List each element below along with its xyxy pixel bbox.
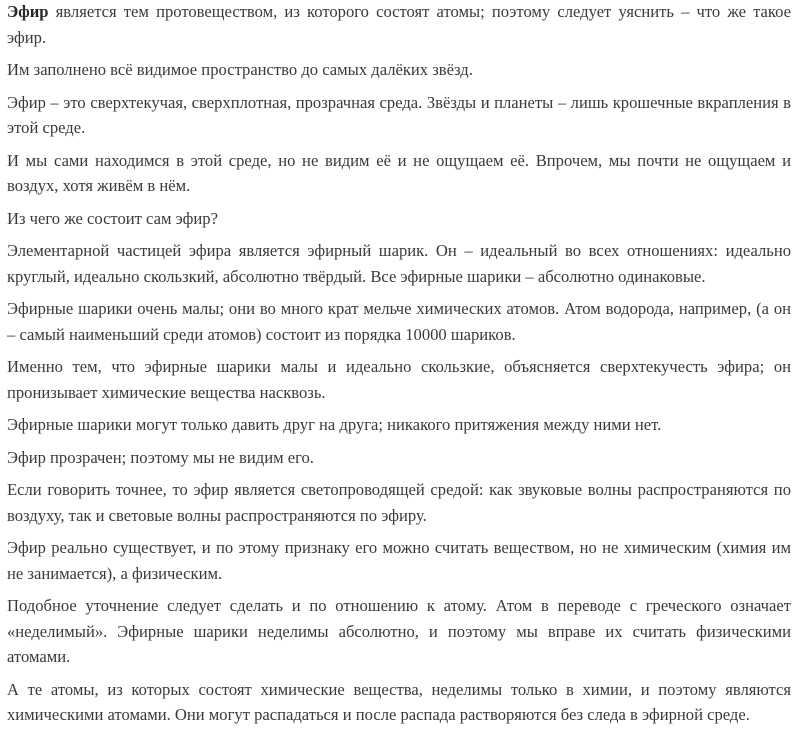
paragraph-11: Если говорить точнее, то эфир является светопроводящей средой: как звуковые волны распространяются по воздуху, так и световые волны распространяются по эфиру. <box>7 480 791 525</box>
paragraph-6: Элементарной частицей эфира является эфирный шарик. Он – идеальный во всех отношениях: идеально круглый, идеально скользкий, абсолютно твёрдый. Все эфирные шарики – абсолютно одинаковые. <box>7 241 791 286</box>
paragraph-7: Эфирные шарики очень малы; они во много крат мельче химических атомов. Атом водорода, например, (а он – самый наименьший среди атомов) состоит из порядка 10000 шариков. <box>7 299 791 344</box>
paragraph-4: И мы сами находимся в этой среде, но не видим её и не ощущаем её. Впрочем, мы почти не ощущаем и воздух, хотя живём в нём. <box>7 150 791 195</box>
paragraph-8: Именно тем, что эфирные шарики малы и идеально скользкие, объясняется сверхтекучесть эфира; он пронизывает химические вещества насквозь. <box>7 357 791 402</box>
paragraph-12: Эфир реально существует, и по этому признаку его можно считать веществом, но не химическим (химия им не занимается), а физическим. <box>7 538 791 583</box>
paragraph-10: Эфир прозрачен; поэтому мы не видим его. <box>7 447 314 467</box>
paragraph-3: Эфир – это сверхтекучая, сверхплотная, прозрачная среда. Звёзды и планеты – лишь крошечные вкрапления в этой среде. <box>7 92 791 137</box>
paragraph-2: Им заполнено всё видимое пространство до самых далёких звёзд. <box>7 60 473 79</box>
paragraph-1-text: является тем протовеществом, из которого состоят атомы; поэтому следует уяснить – что же такое эфир. <box>7 2 791 47</box>
paragraph-5: Из чего же состоит сам эфир? <box>7 208 218 228</box>
paragraph-1 <box>7 0 791 50</box>
paragraph-14: А те атомы, из которых состоят химические вещества, неделимы только в химии, и поэтому являются химическими атомами. Они могут распадаться и после распада растворяются без следа в эфирной среде. <box>7 679 791 724</box>
article-body <box>7 0 791 735</box>
lead-term: Эфир <box>7 2 49 21</box>
paragraph-13: Подобное уточнение следует сделать и по отношению к атому. Атом в переводе с греческого означает «неделимый». Эфирные шарики неделимы абсолютно, и поэтому мы вправе их считать физическими атомами. <box>7 596 791 666</box>
paragraph-9: Эфирные шарики могут только давить друг на друга; никакого притяжения между ними нет. <box>7 415 662 434</box>
